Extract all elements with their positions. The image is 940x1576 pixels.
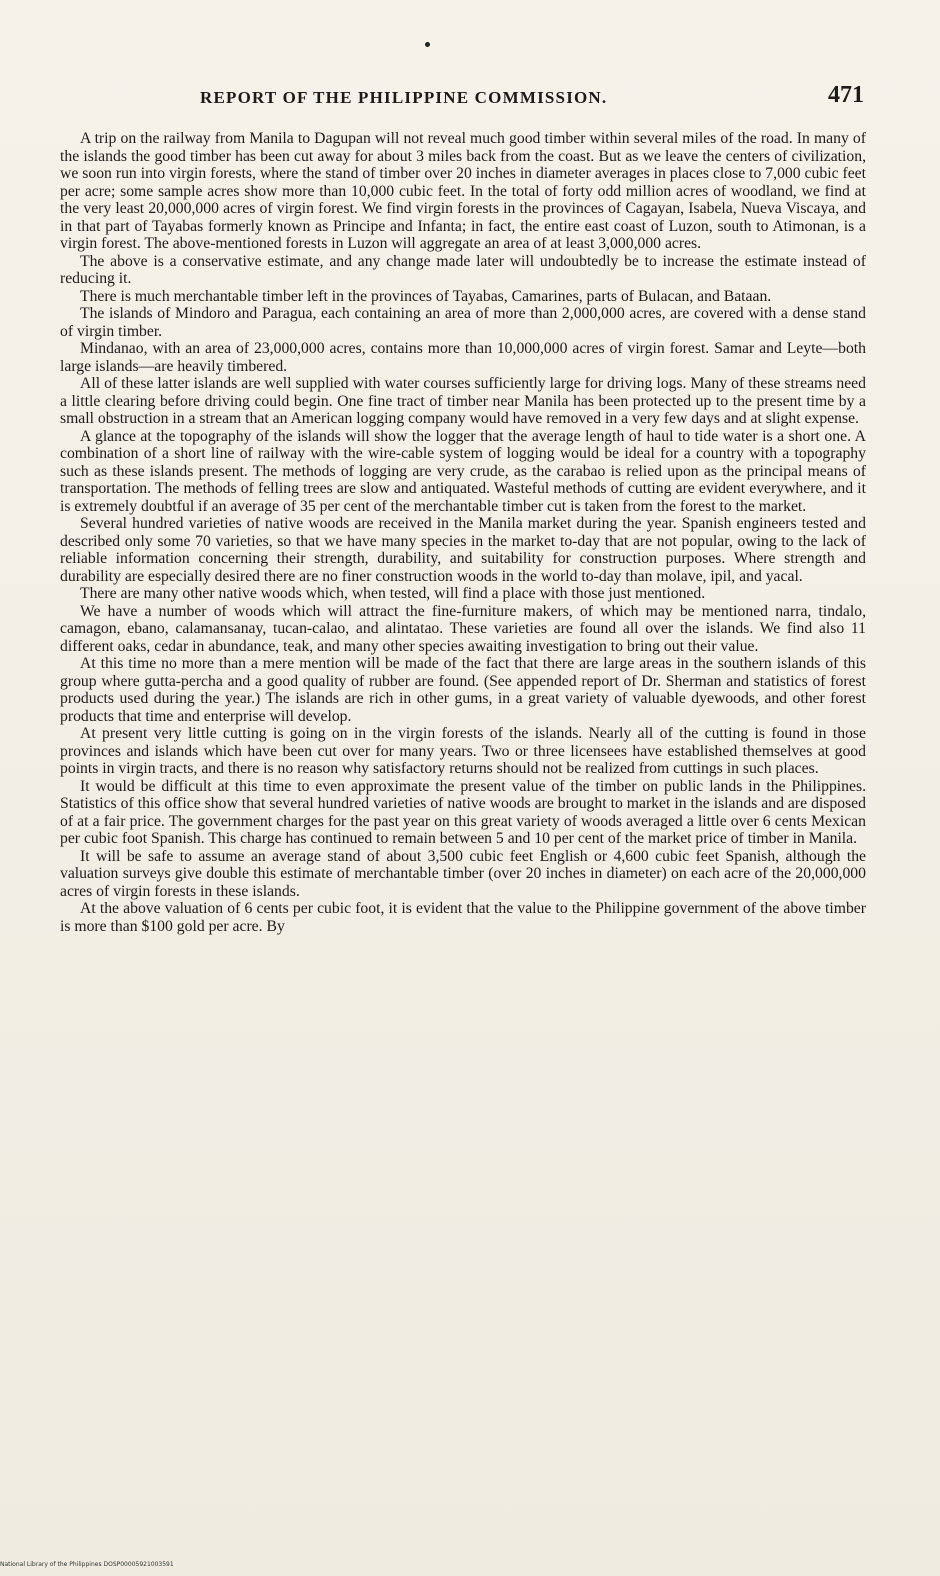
- page-number: 471: [828, 82, 864, 108]
- paragraph: A glance at the topography of the islands will show the logger that the average length of haul to tide water is a short one. A combination of a short line of railway with the wire-cable system of logging would be ideal for a country with a topography such as these islands present. The methods of logging are very crude, as the carabao is relied upon as the principal means of transportation. The methods of felling trees are slow and antiquated. Wasteful methods of cutting are evident everywhere, and it is extremely doubtful if an average of 35 per cent of the merchantable timber cut is taken from the forest to the market.: [60, 427, 866, 515]
- running-head: REPORT OF THE PHILIPPINE COMMISSION.: [200, 88, 608, 107]
- paragraph: The islands of Mindoro and Paragua, each containing an area of more than 2,000,000 acres, are covered with a dense stand of virgin timber.: [60, 305, 866, 340]
- paragraph: It would be difficult at this time to even approximate the present value of the timber on public lands in the Philippines. Statistics of this office show that several hundred varieties of native woods are brought to market in the islands and are disposed of at a fair price. The government charges for the past year on this great variety of woods averaged a little over 6 cents Mexican per cubic foot Spanish. This charge has continued to remain between 5 and 10 per cent of the market price of timber in Manila.: [60, 777, 866, 847]
- ink-speck: [425, 42, 430, 47]
- paragraph: At the above valuation of 6 cents per cubic foot, it is evident that the value to the Philippine government of the above timber is more than $100 gold per acre. By: [60, 900, 866, 935]
- page-header: [60, 82, 870, 116]
- paragraph: At this time no more than a mere mention will be made of the fact that there are large areas in the southern islands of this group where gutta-percha and a good quality of rubber are found. (See appended report of Dr. Sherman and statistics of forest products used during the year.) The islands are rich in other gums, in a great variety of valuable dyewoods, and other forest products that time and enterprise will develop.: [60, 655, 866, 725]
- paragraph: Several hundred varieties of native woods are received in the Manila market during the year. Spanish engineers tested and described only some 70 varieties, so that we have many species in the market to-day that are not popular, owing to the lack of reliable information concerning their strength, durability, and suitability for construction purposes. Where strength and durability are especially desired there are no finer construction woods in the world to-day than molave, ipil, and yacal.: [60, 515, 866, 585]
- paragraph: There is much merchantable timber left in the provinces of Tayabas, Camarines, parts of Bulacan, and Bataan.: [80, 287, 772, 305]
- paragraph: At present very little cutting is going on in the virgin forests of the islands. Nearly all of the cutting is found in those provinces and islands which have been cut over for many years. Two or three licensees have established themselves at good points in virgin tracts, and there is no reason why satisfactory returns should not be realized from cuttings in such places.: [60, 725, 866, 777]
- paragraph: There are many other native woods which, when tested, will find a place with those just mentioned.: [80, 585, 706, 602]
- body-text: [60, 130, 866, 935]
- paragraph: Mindanao, with an area of 23,000,000 acres, contains more than 10,000,000 acres of virgin forest. Samar and Leyte—both large islands—are heavily timbered.: [60, 340, 866, 375]
- paragraph: The above is a conservative estimate, and any change made later will undoubtedly be to increase the estimate instead of reducing it.: [60, 252, 866, 287]
- paragraph: We have a number of woods which will attract the fine-furniture makers, of which may be mentioned narra, tindalo, camagon, ebano, calamansanay, tucan-calao, and alintatao. These varieties are found all over the islands. We find also 11 different oaks, cedar in abundance, teak, and many other species awaiting investigation to bring out their value.: [60, 602, 866, 655]
- library-stamp: National Library of the Philippines DOSP00005921003591: [0, 1561, 174, 1568]
- paragraph: All of these latter islands are well supplied with water courses sufficiently large for driving logs. Many of these streams need a little clearing before driving could begin. One fine tract of timber near Manila has been protected up to the present time by a small obstruction in a stream that an American logging company would have removed in a very few days and at slight expense.: [60, 375, 866, 427]
- paragraph: It will be safe to assume an average stand of about 3,500 cubic feet English or 4,600 cubic feet Spanish, although the valuation surveys give double this estimate of merchantable timber (over 20 inches in diameter) on each acre of the 20,000,000 acres of virgin forests in these islands.: [60, 847, 866, 900]
- paragraph: A trip on the railway from Manila to Dagupan will not reveal much good timber within several miles of the road. In many of the islands the good timber has been cut away for about 3 miles back from the coast. But as we leave the centers of civilization, we soon run into virgin forests, where the stand of timber over 20 inches in diameter averages in places close to 7,000 cubic feet per acre; some sample acres show more than 10,000 cubic feet. In the total of forty odd million acres of woodland, we find at the very least 20,000,000 acres of virgin forest. We find virgin forests in the provinces of Cagayan, Isabela, Nueva Viscaya, and in that part of Tayabas formerly known as Principe and Infanta; in fact, the entire east coast of Luzon, south to Atimonan, is a virgin forest. The above-mentioned forests in Luzon will aggregate an area of at least 3,000,000 acres.: [60, 130, 866, 252]
